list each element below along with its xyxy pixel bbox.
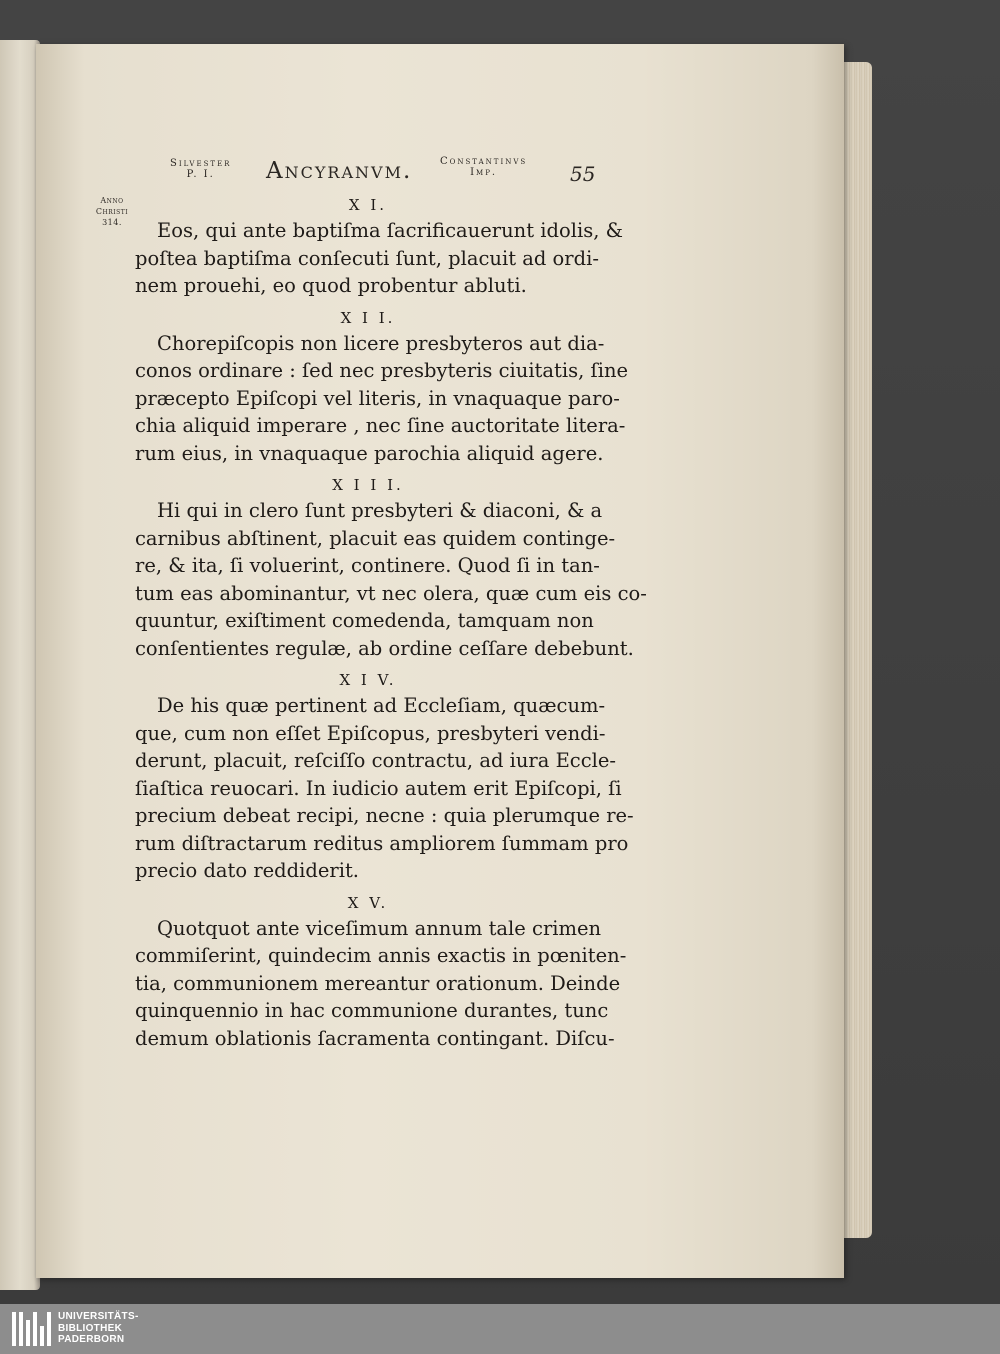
text-line: carnibus abſtinent, placuit eas quidem continge- bbox=[135, 526, 616, 550]
margin-note bbox=[82, 195, 142, 228]
header-left-line2: P. I. bbox=[186, 169, 215, 180]
library-name bbox=[58, 1311, 139, 1346]
section-paragraph bbox=[135, 915, 627, 1053]
section-title: X I V. bbox=[339, 671, 397, 689]
section-paragraph bbox=[135, 692, 634, 885]
library-name-line1: UNIVERSITÄTS- bbox=[58, 1311, 139, 1322]
text-line: rum eius, in vnaquaque parochia aliquid agere. bbox=[135, 441, 604, 465]
text-line: precio dato reddiderit. bbox=[135, 859, 360, 882]
text-line: Hi qui in clero ſunt presbyteri & diaconi, & a bbox=[157, 499, 603, 522]
text-line: Chorepiſcopis non licere presbyteros aut dia- bbox=[157, 331, 605, 355]
section-title: X I I I. bbox=[332, 476, 404, 494]
left-page-edge bbox=[0, 40, 40, 1290]
text-line: Quotquot ante viceſimum annum tale crimen bbox=[157, 916, 602, 940]
section-title: X I I. bbox=[340, 308, 396, 327]
text-line: poſtea baptiſma conſecuti ſunt, placuit ad ordi- bbox=[135, 246, 599, 270]
canon-text bbox=[135, 193, 647, 1058]
margin-note-line2: Christi bbox=[95, 207, 129, 216]
text-line: quuntur, exiſtiment comedenda, tamquam non bbox=[135, 609, 594, 632]
header-title: Ancyranvm. bbox=[266, 158, 413, 184]
library-footer bbox=[0, 1304, 1000, 1354]
text-line: conſentientes regulæ, ab ordine ceſſare debebunt. bbox=[135, 636, 634, 660]
text-line: conos ordinare : ſed nec presbyteris ciuitatis, ſine bbox=[135, 359, 629, 382]
header-right-line2: Imp. bbox=[470, 167, 498, 178]
text-line: chia aliquid imperare , nec ſine auctoritate litera- bbox=[135, 414, 626, 437]
page-number: 55 bbox=[570, 162, 596, 186]
text-line: tum eas abominantur, vt nec olera, quæ cum eis co- bbox=[135, 581, 647, 605]
text-line: re, & ita, ſi voluerint, continere. Quod ſi in tan- bbox=[135, 554, 600, 577]
library-name-line3: PADERBORN bbox=[58, 1334, 125, 1345]
text-line: rum diſtractarum reditus ampliorem ſummam pro bbox=[135, 831, 629, 855]
section-title: X V. bbox=[347, 893, 389, 912]
header-left bbox=[170, 158, 231, 180]
text-line: nem prouehi, eo quod probentur abluti. bbox=[135, 274, 527, 297]
text-line: commiſerint, quindecim annis exactis in pœniten- bbox=[135, 944, 627, 967]
header-right-line1: Constantinvs bbox=[440, 156, 528, 167]
margin-note-line1: Anno bbox=[100, 196, 124, 205]
section-paragraph bbox=[135, 497, 647, 662]
text-line: precium debeat recipi, necne : quia plerumque re- bbox=[135, 804, 634, 827]
text-line: præcepto Epiſcopi vel literis, in vnaquaque paro- bbox=[135, 386, 620, 410]
text-line: quinquennio in hac communione durantes, tunc bbox=[135, 999, 609, 1022]
text-line: ſiaſtica reuocari. In iudicio autem erit Epiſcopi, ſi bbox=[135, 776, 622, 800]
text-line: derunt, placuit, reſciſſo contractu, ad iura Eccle- bbox=[135, 749, 617, 772]
section-paragraph bbox=[135, 330, 629, 468]
header-right bbox=[440, 156, 527, 178]
library-logo-icon bbox=[12, 1312, 54, 1346]
text-line: De his quæ pertinent ad Eccleſiam, quæcum- bbox=[157, 694, 606, 717]
text-line: que, cum non eſſet Epiſcopus, presbyteri vendi- bbox=[135, 721, 606, 745]
margin-note-line3: 314. bbox=[102, 218, 122, 227]
section-paragraph bbox=[135, 217, 623, 300]
section-title: X I. bbox=[348, 196, 388, 214]
header-left-line1: Silvester bbox=[170, 158, 232, 169]
library-name-line2: BIBLIOTHEK bbox=[58, 1322, 123, 1334]
text-line: demum oblationis ſacramenta contingant. Diſcu- bbox=[135, 1026, 615, 1050]
text-line: Eos, qui ante baptiſma ſacrificauerunt idolis, & bbox=[157, 219, 623, 242]
text-line: tia, communionem mereantur orationum. Deinde bbox=[135, 971, 621, 995]
